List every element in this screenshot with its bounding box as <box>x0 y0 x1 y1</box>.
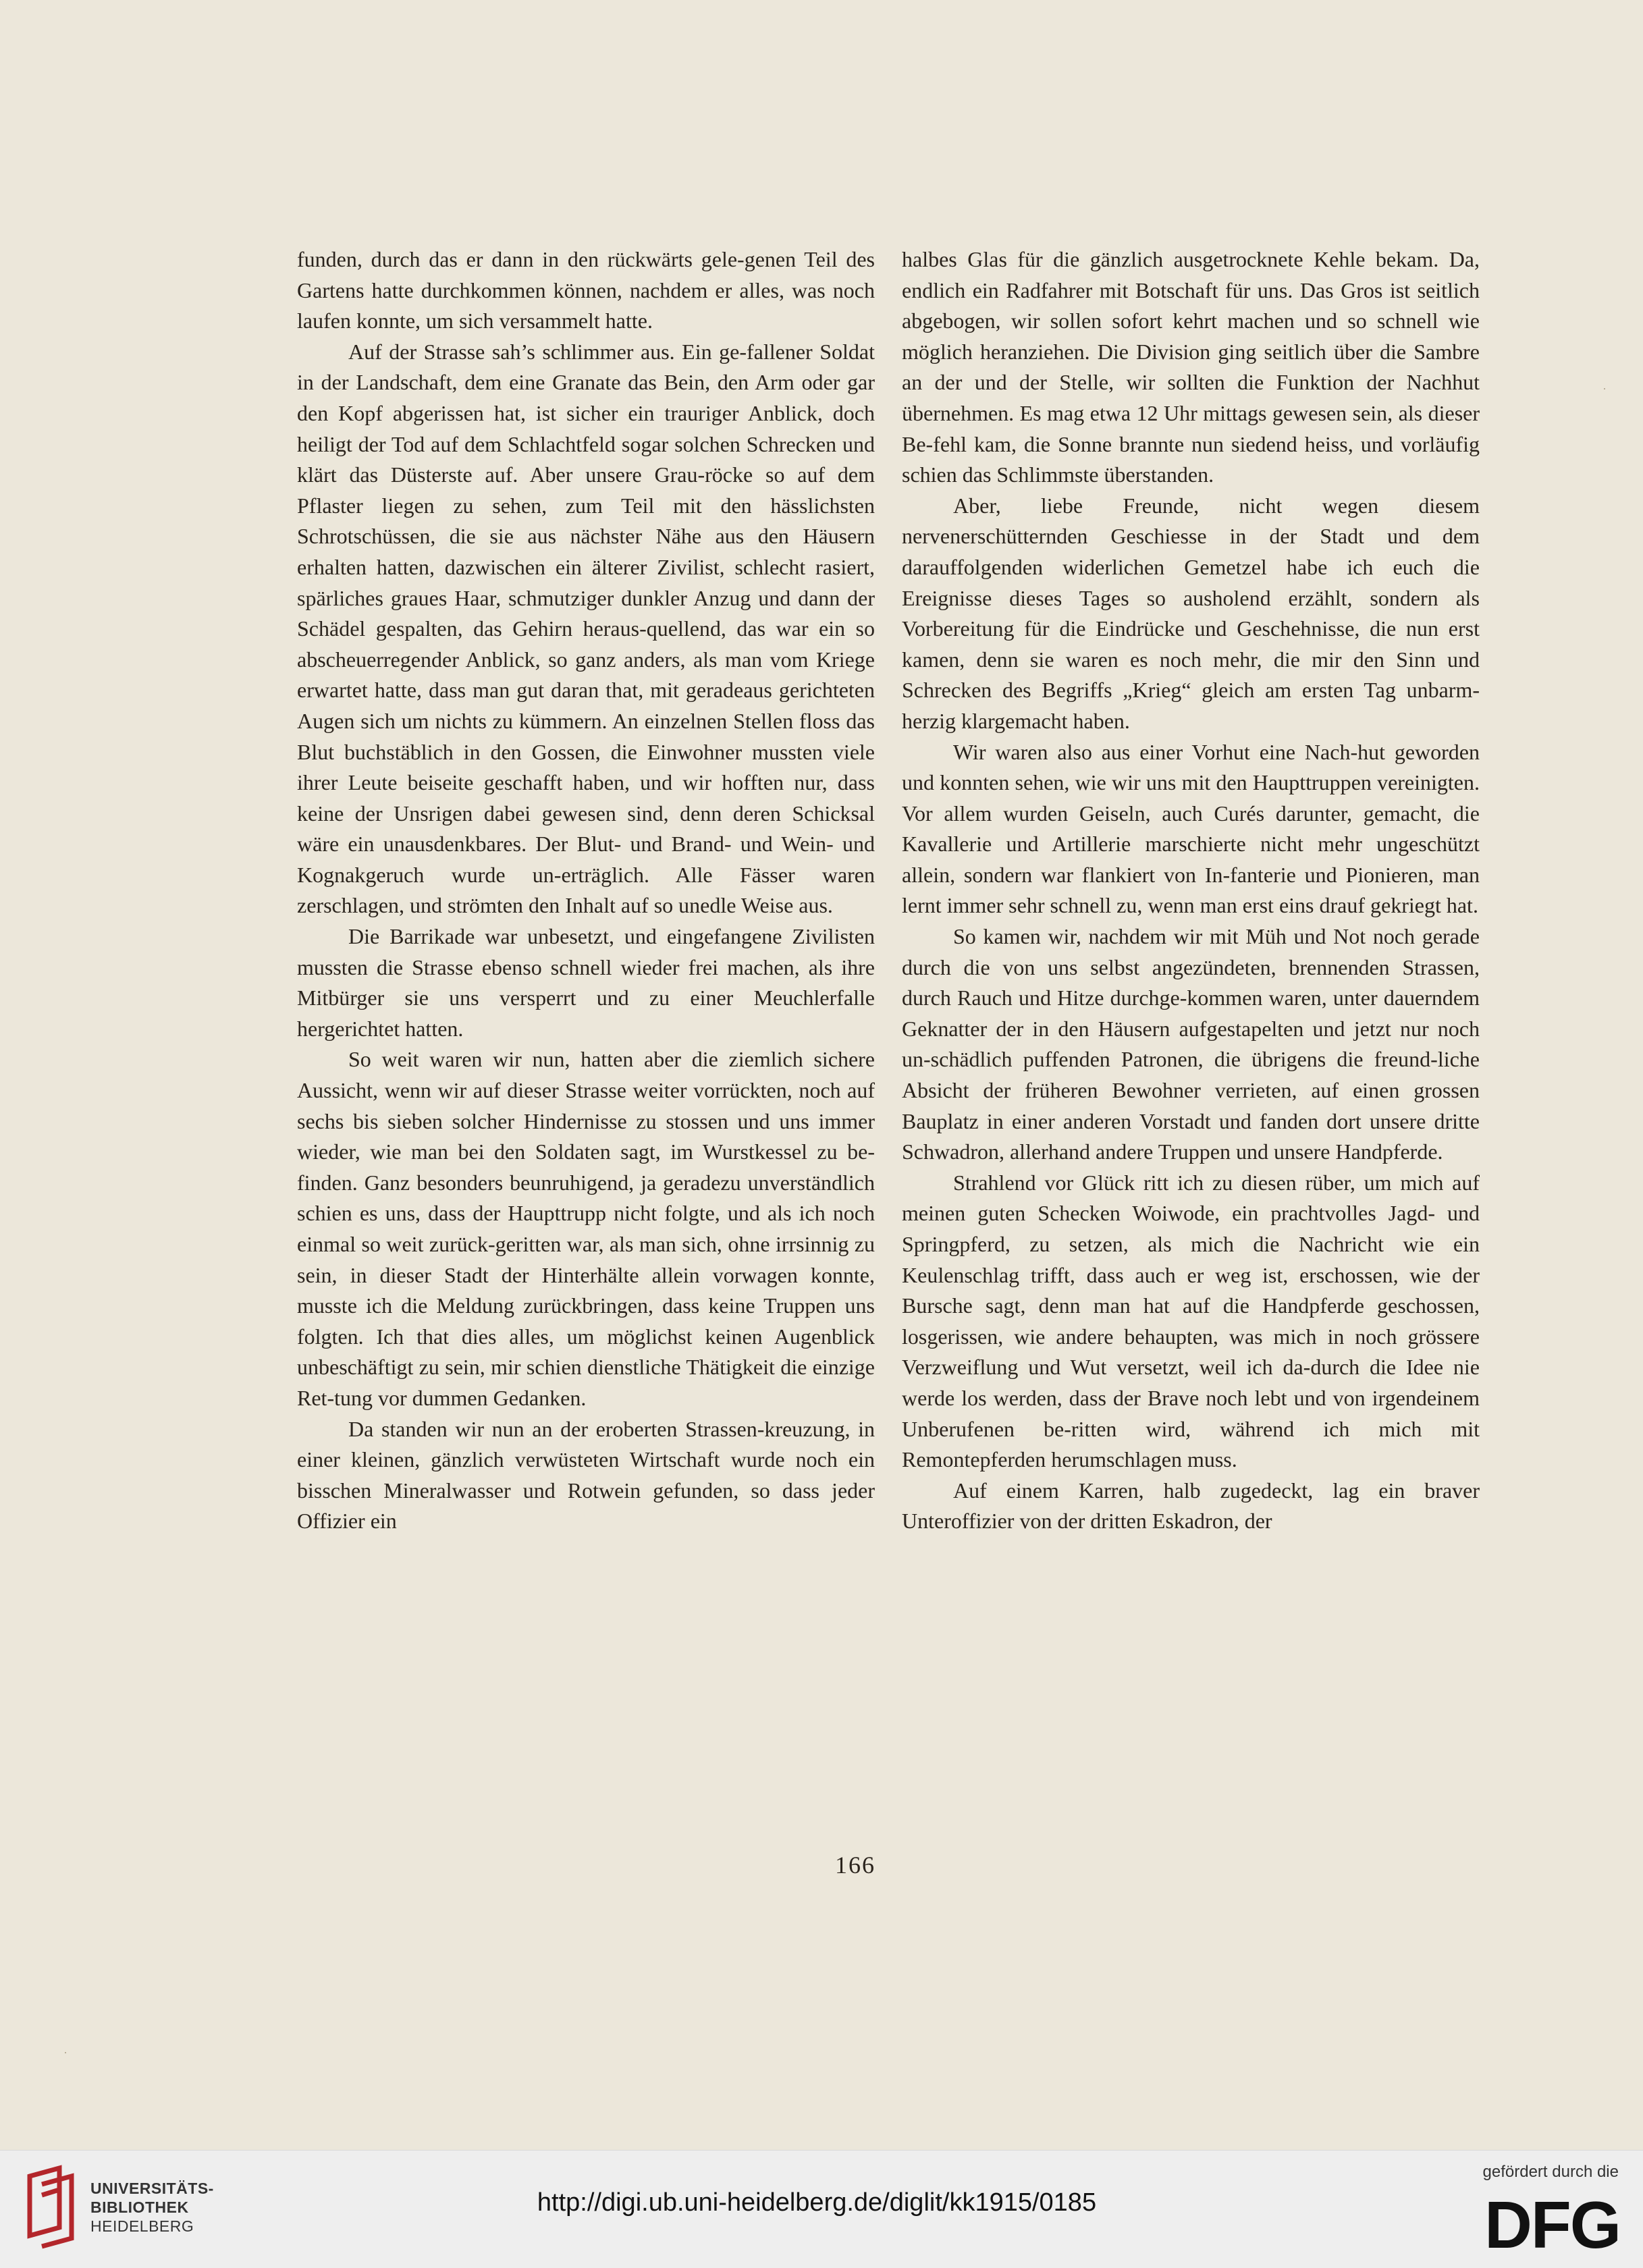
page-number: 166 <box>835 1852 876 1879</box>
dfg-logo: DFG <box>1484 2188 1620 2262</box>
viewer-footer <box>0 2150 1643 2268</box>
paragraph: Strahlend vor Glück ritt ich zu diesen rüber, um mich auf meinen guten Schecken Woiwode, ein prachtvolles Jagd- und Springpferd, zu setzen, als mich die Nachricht wie ein Keulenschlag trifft, dass auch er weg ist, erschossen, wie der Bursche sagt, denn man hat auf die Handpferde geschossen, losgerissen, wie andere behaupten, was mich in noch grössere Verzweiflung und Wut versetzt, weil ich da-durch die Idee nie werde los werden, dass der Brave noch lebt und von irgendeinem Unberufenen be-ritten wird, während ich mich mit Remontepferden herumschlagen muss. <box>902 1170 1480 1472</box>
paragraph: So kamen wir, nachdem wir mit Müh und Not noch gerade durch die von uns selbst angezündeten, brennenden Strassen, durch Rauch und Hitze durchge-kommen waren, unter dauerndem Geknatter der in den Häusern aufgestapelten und jetzt nur noch un-schädlich puffenden Patronen, die übrigens die freund-liche Absicht der früheren Bewohner verrieten, auf einen grossen Bauplatz in einer anderen Vorstadt und fanden dort unsere dritte Schwadron, allerhand andere Truppen und unsere Handpferde. <box>902 924 1480 1164</box>
paragraph: halbes Glas für die gänzlich ausgetrocknete Kehle bekam. Da, endlich ein Radfahrer mit Botschaft für uns. Das Gros ist seitlich abgebogen, wir sollen sofort kehrt machen und so schnell wie möglich heranziehen. Die Division ging seitlich über die Sambre an der und der Stelle, wir sollten die Funktion der Nachhut übernehmen. Es mag etwa 12 Uhr mittags gewesen sein, als dieser Be-fehl kam, die Sonne brannte nun siedend heiss, und vorläufig schien das Schlimmste überstanden. <box>902 247 1480 487</box>
paragraph: funden, durch das er dann in den rückwärts gele-genen Teil des Gartens hatte durchkommen können, nachdem er alles, was noch laufen konnte, um sich versammelt hatte. <box>297 247 875 333</box>
funding-caption: gefördert durch die <box>1482 2163 1619 2181</box>
paragraph: Die Barrikade war unbesetzt, und eingefangene Zivilisten mussten die Strasse ebenso schnell wieder frei machen, als ihre Mitbürger sie uns versperrt und zu einer Meuchlerfalle hergerichtet hatten. <box>297 924 875 1041</box>
scan-speck <box>65 2052 66 2053</box>
library-name-line: UNIVERSITÄTS- <box>90 2180 214 2197</box>
library-name <box>90 2179 214 2236</box>
paragraph: Auf der Strasse sah’s schlimmer aus. Ein ge-fallener Soldat in der Landschaft, dem eine Granate das Bein, den Arm oder gar den Kopf abgerissen hat, ist sicher ein trauriger Anblick, doch heiligt der Tod auf dem Schlachtfeld sogar solchen Schrecken und klärt das Düsterste auf. Aber unsere Grau-röcke so auf dem Pflaster liegen zu sehen, zum Teil mit den hässlichsten Schrotschüssen, die sie aus nächster Nähe aus den Häusern erhalten hatten, dazwischen ein älterer Zivilist, schlecht rasiert, spärliches graues Haar, schmutziger dunkler Anzug und dann der Schädel gespalten, das Gehirn heraus-quellend, das war ein so abscheuerregender Anblick, so ganz anders, als man vom Kriege erwartet hatte, dass man gut daran that, mit geradeaus gerichteten Augen sich um nichts zu kümmern. An einzelnen Stellen floss das Blut buchstäblich in den Gossen, die Einwohner mussten viele ihrer Leute beiseite geschafft haben, und wir hofften nur, dass keine der Unsrigen dabei gewesen sind, denn deren Schicksal wäre ein unausdenkbares. Der Blut- und Brand- und Wein- und Kognakgeruch wurde un-erträglich. Alle Fässer waren zerschlagen, und strömten den Inhalt auf so unedle Weise aus. <box>297 339 875 918</box>
text-columns <box>297 244 1481 1820</box>
paragraph: Aber, liebe Freunde, nicht wegen diesem nervenerschütternden Geschiesse in der Stadt und dem darauffolgenden widerlichen Gemetzel habe ich euch die Ereignisse dieses Tages so ausholend erzählt, sondern als Vorbereitung für die Eindrücke und Geschehnisse, die nun erst kamen, denn sie waren es noch mehr, die mir den Sinn und Schrecken des Begriffs „Krieg“ gleich am ersten Tag unbarm-herzig klargemacht haben. <box>902 493 1480 733</box>
permalink-url[interactable]: http://digi.ub.uni-heidelberg.de/diglit/kk1915/0185 <box>537 2188 1097 2217</box>
library-name-line: BIBLIOTHEK <box>90 2198 189 2216</box>
left-column <box>297 244 875 1820</box>
ub-heidelberg-logo-icon <box>18 2163 82 2250</box>
paragraph: Auf einem Karren, halb zugedeckt, lag ein braver Unteroffizier von der dritten Eskadron, der <box>902 1478 1480 1534</box>
paragraph: Da standen wir nun an der eroberten Strassen-kreuzung, in einer kleinen, gänzlich verwüsteten Wirtschaft wurde noch ein bisschen Mineralwasser und Rotwein gefunden, so dass jeder Offizier ein <box>297 1416 875 1534</box>
right-column <box>902 244 1480 1820</box>
scan-speck <box>1604 388 1605 389</box>
library-name-line: HEIDELBERG <box>90 2217 194 2235</box>
paragraph: Wir waren also aus einer Vorhut eine Nach-hut geworden und konnten sehen, wie wir uns mit den Haupttruppen vereinigten. Vor allem wurden Geiseln, auch Curés darunter, gemacht, die Kavallerie und Artillerie marschierte nicht mehr ungeschützt allein, sondern war flankiert von In-fanterie und Pionieren, man lernt immer sehr schnell zu, wenn man erst eins drauf gekriegt hat. <box>902 739 1480 918</box>
paragraph: So weit waren wir nun, hatten aber die ziemlich sichere Aussicht, wenn wir auf dieser Strasse weiter vorrückten, noch auf sechs bis sieben solcher Hindernisse zu stossen und uns immer wieder, wie man bei den Soldaten sagt, im Wurstkessel zu be-finden. Ganz besonders beunruhigend, ja geradezu unverständlich schien es uns, dass der Haupttrupp nicht folgte, und als ich noch einmal so weit zurück-geritten war, als man sich, ohne irrsinnig zu sein, in dieser Stadt der Hinterhälte allein vorwagen konnte, musste ich die Meldung zurückbringen, dass keine Truppen uns folgten. Ich that dies alles, um möglichst keinen Augenblick unbeschäftigt zu sein, mir schien dienstliche Thätigkeit die einzige Ret-tung vor dummen Gedanken. <box>297 1047 875 1410</box>
